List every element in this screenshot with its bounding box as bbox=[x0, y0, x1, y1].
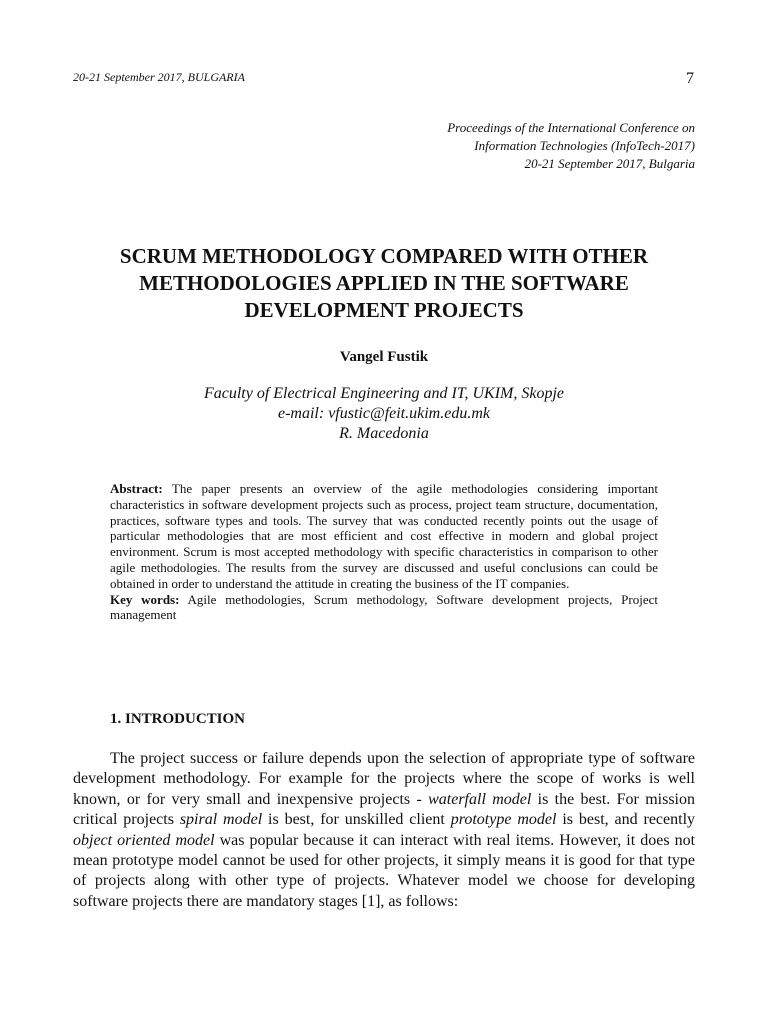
text-run: is the best. For mission critical projects bbox=[73, 790, 695, 829]
abstract-block bbox=[110, 481, 658, 623]
paper-title bbox=[60, 243, 708, 324]
text-run: is best, and recently bbox=[556, 811, 696, 829]
keywords-label: Key words: bbox=[110, 591, 180, 607]
abstract-paragraph bbox=[110, 481, 658, 592]
text-run: is best, for unskilled client bbox=[262, 811, 451, 829]
page-number: 7 bbox=[686, 70, 694, 87]
text-run: The project success or failure depends upon the selection of appropriate type of software development methodology. For example for the projects where the scope of works is well known, or for very small and inexpensive projects - bbox=[73, 750, 695, 808]
emphasis-waterfall: waterfall model bbox=[428, 790, 532, 808]
title-line: DEVELOPMENT PROJECTS bbox=[244, 298, 524, 322]
title-line: SCRUM METHODOLOGY COMPARED WITH OTHER bbox=[119, 244, 649, 268]
text-run: was popular because it can interact with real items. However, it does not mean prototype model cannot be used for other projects, it simply means it is good for that type of projects along with other type of projects. Whatever model we choose for developing software projects there are mandatory stages [1], as follows: bbox=[73, 831, 696, 910]
keywords-paragraph bbox=[110, 592, 658, 624]
keywords-text: Agile methodologies, Scrum methodology, Software development projects, Project management bbox=[110, 591, 658, 623]
affiliation-block bbox=[0, 384, 768, 444]
proceedings-line: Information Technologies (InfoTech-2017) bbox=[474, 138, 695, 153]
affiliation-line: Faculty of Electrical Engineering and IT, UKIM, Skopje bbox=[203, 385, 565, 402]
emphasis-spiral: spiral model bbox=[179, 811, 263, 829]
author-name: Vangel Fustik bbox=[339, 349, 429, 365]
proceedings-block bbox=[275, 119, 695, 173]
emphasis-prototype: prototype model bbox=[450, 811, 557, 829]
title-line: METHODOLOGIES APPLIED IN THE SOFTWARE bbox=[139, 271, 629, 295]
running-header: 20-21 September 2017, BULGARIA bbox=[73, 70, 245, 84]
intro-paragraph bbox=[73, 749, 695, 912]
emphasis-object-oriented: object oriented model bbox=[73, 831, 215, 849]
proceedings-line: Proceedings of the International Conference on bbox=[447, 120, 695, 135]
country-line: R. Macedonia bbox=[339, 425, 429, 442]
email-line: e-mail: vfustic@feit.ukim.edu.mk bbox=[278, 405, 490, 422]
section-heading: 1. INTRODUCTION bbox=[110, 711, 246, 727]
proceedings-line: 20-21 September 2017, Bulgaria bbox=[524, 156, 695, 171]
abstract-label: Abstract: bbox=[110, 481, 163, 496]
introduction-body bbox=[73, 749, 695, 912]
abstract-text: The paper presents an overview of the agile methodologies considering important characteristics in software development projects such as process, project team structure, documentation, practices, software types and tools. The survey that was conducted recently points out the usage of particular methodologies that are most efficient and cost effective in modern and global project environment. Scrum is most accepted methodology with specific characteristics in comparison to other agile methodologies. The results from the survey are discussed and useful conclusions can could be obtained in order to understand the attitude in creating the business of the IT companies. bbox=[110, 481, 658, 591]
